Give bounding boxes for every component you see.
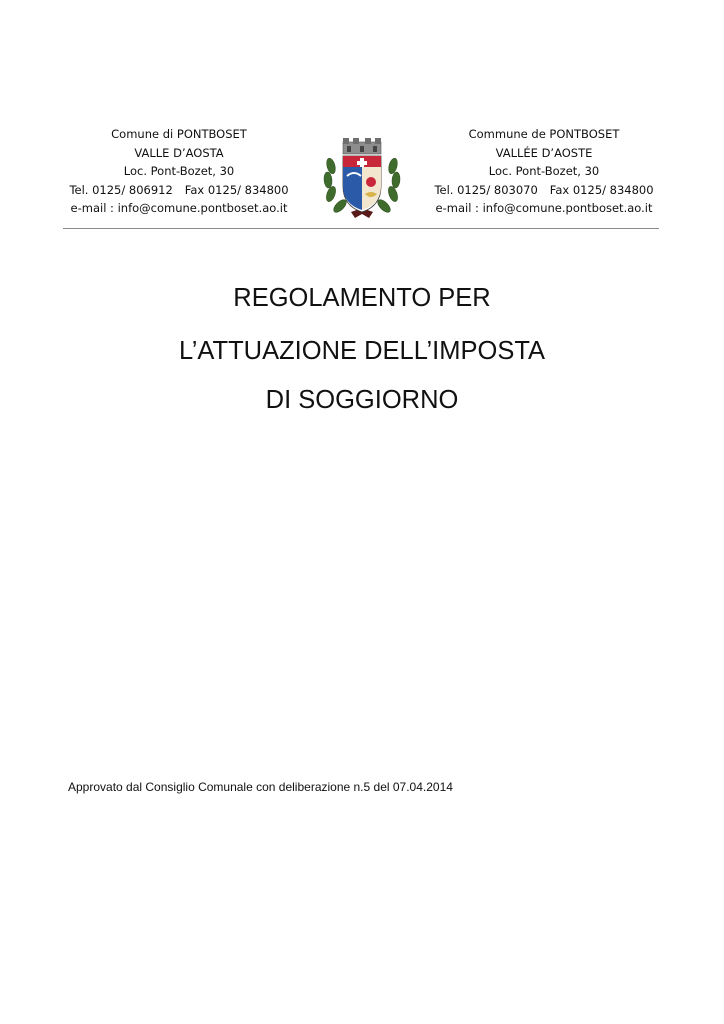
fax: Fax 0125/ 834800 [184,182,289,197]
document-title-line-3: DI SOGGIORNO [265,386,459,414]
municipality-name: Commune de PONTBOSET [468,127,620,141]
address: Loc. Pont-Bozet, 30 [488,164,600,178]
letterhead-italian [49,125,309,218]
letterhead-french [414,125,674,218]
document-title-line-1: REGOLAMENTO PER [233,284,491,312]
fax: Fax 0125/ 834800 [549,182,654,197]
header-divider [63,228,659,229]
region-name: VALLE D’AOSTA [134,145,224,160]
phone: Tel. 0125/ 806912 [69,182,173,197]
coat-of-arms-icon [321,136,403,222]
approval-note: Approvato dal Consiglio Comunale con deliberazione n.5 del 07.04.2014 [68,780,453,794]
region-name: VALLÉE D’AOSTE [495,145,593,160]
municipality-name: Comune di PONTBOSET [111,127,247,141]
document-title-line-2: L’ATTUAZIONE DELL’IMPOSTA [178,337,546,365]
phone: Tel. 0125/ 803070 [434,182,538,197]
address: Loc. Pont-Bozet, 30 [123,164,235,178]
email: e-mail : info@comune.pontboset.ao.it [70,201,288,215]
phone-fax-line [414,181,674,200]
letterhead [0,0,724,232]
phone-fax-line [49,181,309,200]
email: e-mail : info@comune.pontboset.ao.it [435,201,653,215]
